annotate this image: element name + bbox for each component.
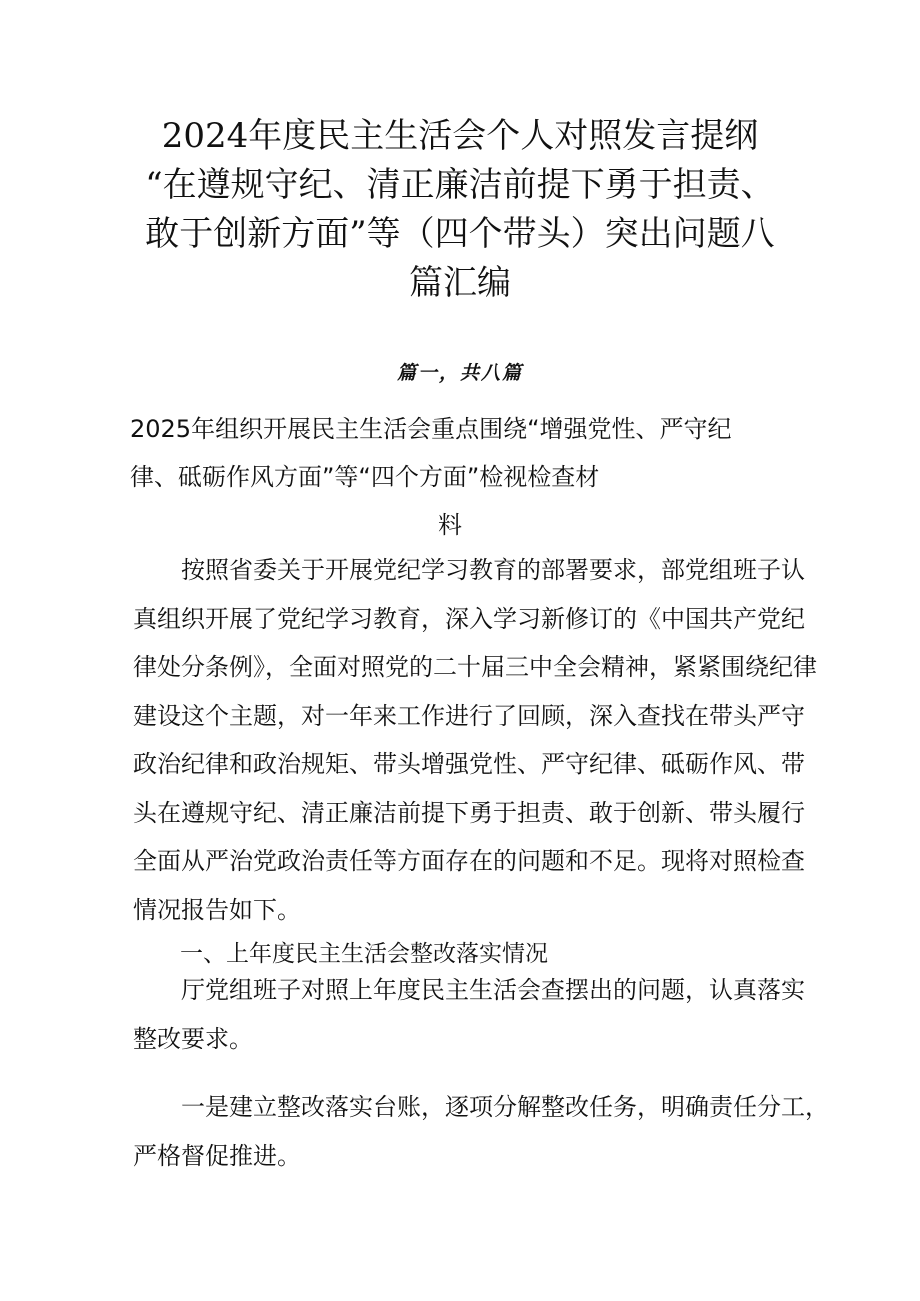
paragraph-rectification (133, 966, 813, 1063)
section-label: 篇一，共八篇 (396, 362, 523, 384)
paragraph-line: 情况报告如下。 (133, 895, 301, 924)
paragraph-line: 建设这个主题，对一年来工作进行了回顾，深入查找在带头严守 (133, 701, 805, 730)
paragraph-line: 真组织开展了党纪学习教育，深入学习新修订的《中国共产党纪 (133, 604, 805, 633)
title-line: “在遵规守纪、清正廉洁前提下勇于担责、 (145, 165, 775, 205)
paragraph-line: 一是建立整改落实台账，逐项分解整改任务，明确责任分工， (181, 1093, 829, 1121)
paragraph-intro (133, 546, 817, 934)
title-line: 篇汇编 (409, 263, 511, 303)
paragraph-line: 按照省委关于开展党纪学习教育的部署要求，部党组班子认 (181, 556, 805, 584)
paragraph-line: 律处分条例》，全面对照党的二十届三中全会精神，紧紧围绕纪律 (133, 653, 817, 681)
paragraph-line: 头在遵规守纪、清正廉洁前提下勇于担责、敢于创新、带头履行 (133, 798, 805, 827)
title-line: 2024年度民主生活会个人对照发言提纲 (161, 116, 759, 156)
paragraph-line: 政治纪律和政治规矩、带头增强党性、严守纪律、砥砺作风、带 (133, 750, 805, 778)
paragraph-line: 厅党组班子对照上年度民主生活会查摆出的问题，认真落实 (181, 976, 805, 1004)
paragraph-line: 严格督促推进。 (133, 1141, 301, 1170)
section-subtitle (130, 405, 810, 549)
subtitle-line: 律、砥砺作风方面”等“四个方面”检视检查材 (130, 463, 600, 491)
document-title (120, 112, 800, 308)
paragraph-line: 整改要求。 (133, 1024, 253, 1053)
section-heading: 一、上年度民主生活会整改落实情况 (180, 941, 548, 967)
paragraph-line: 全面从严治党政治责任等方面存在的问题和不足。现将对照检查 (133, 847, 805, 875)
title-line: 敢于创新方面”等（四个带头）突出问题八 (145, 214, 775, 254)
paragraph-ledger (133, 1083, 829, 1180)
subtitle-line: 料 (438, 511, 462, 539)
subtitle-line: 2025年组织开展民主生活会重点围绕“增强党性、严守纪 (130, 415, 732, 443)
